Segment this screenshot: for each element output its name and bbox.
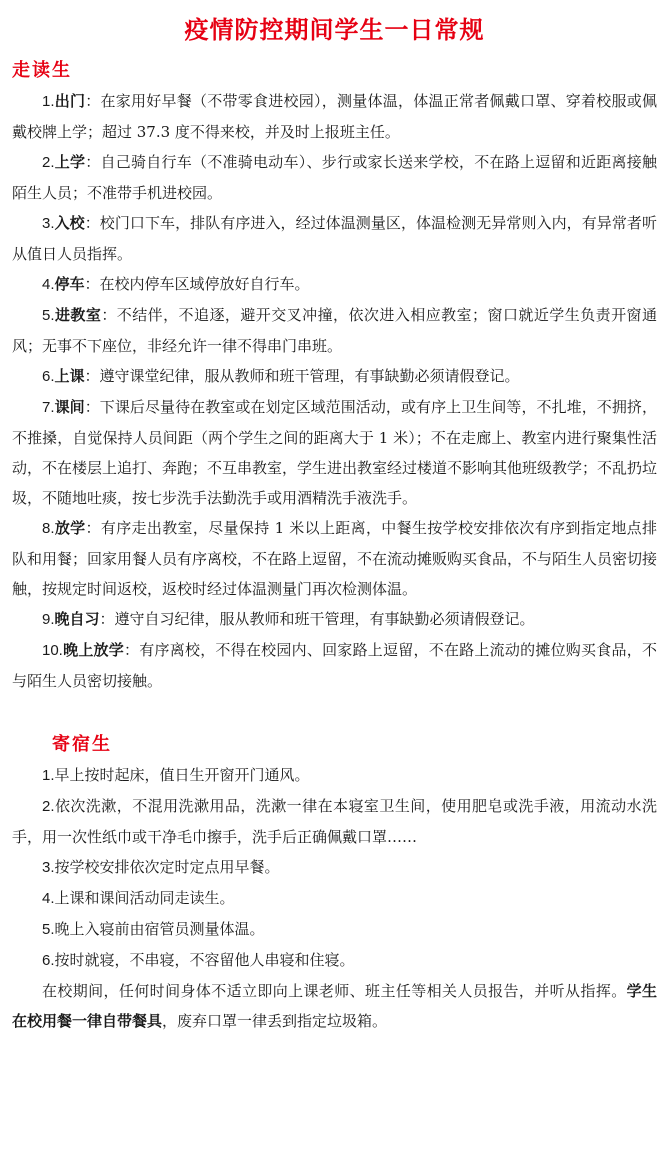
item-term: 出门 xyxy=(54,92,86,110)
day-item-7: 7.课间：下课后尽量待在教室或在划定区域范围活动，或有序上卫生间等，不扎堆，不拥挤，不推搡，自觉保持人员间距（两个学生之间的距离大于 1 米）；不在走廊上、教室内进行聚集性活动，不在楼层上追打、奔跑；不互串教室，学生进出教室经过楼道不影响其他班级教学；不乱扔垃圾，不随地吐痰，按七步洗手法勤洗手或用酒精洗手液洗手。 xyxy=(12,398,658,507)
item-term: 入校 xyxy=(54,214,85,232)
item-text: 上课和课间活动同走读生。 xyxy=(54,889,235,907)
item-text: ：有序离校，不得在校园内、回家路上逗留，不在路上流动的摊位购买食品，不与陌生人员密切接触。 xyxy=(12,641,657,690)
item-text: ：不结伴，不追逐，避开交叉冲撞，依次进入相应教室；窗口就近学生负责开窗通风；无事不下座位，非经允许一律不得串门串班。 xyxy=(12,306,657,355)
item-term: 上学 xyxy=(54,153,86,171)
item-text: ：遵守自习纪律，服从教师和班干管理，有事缺勤必须请假登记。 xyxy=(99,610,535,628)
item-text: 按学校安排依次定时定点用早餐。 xyxy=(54,858,280,876)
day-students-list xyxy=(12,86,657,696)
item-text: ：校门口下车，排队有序进入，经过体温测量区，体温检测无异常则入内，有异常者听从值日人员指挥。 xyxy=(12,214,657,263)
item-text: 按时就寝，不串寝，不容留他人串寝和住寝。 xyxy=(54,951,355,969)
closing-text-before: 在校期间，任何时间身体不适立即向上课老师、班主任等相关人员报告，并听从指挥。 xyxy=(42,982,627,1000)
document-page xyxy=(12,0,657,1036)
item-text: 依次洗漱，不混用洗漱用品，洗漱一律在本寝室卫生间，使用肥皂或洗手液，用流动水洗手，用一次性纸巾或干净毛巾擦手，洗手后正确佩戴口罩…… xyxy=(12,797,657,846)
boarding-item-6: 6.按时就寝，不串寝，不容留他人串寝和住寝。 xyxy=(42,951,355,969)
day-item-3: 3.入校：校门口下车，排队有序进入，经过体温测量区，体温检测无异常则入内，有异常者听从值日人员指挥。 xyxy=(12,214,657,263)
item-term: 晚上放学 xyxy=(62,641,125,659)
item-text: ：自己骑自行车（不准骑电动车）、步行或家长送来学校，不在路上逗留和近距离接触陌生人员；不准带手机进校园。 xyxy=(12,153,657,202)
day-item-8: 8.放学：有序走出教室，尽量保持 1 米以上距离，中餐生按学校安排依次有序到指定地点排队和用餐；回家用餐人员有序离校，不在路上逗留，不在流动摊贩购买食品，不与陌生人员密切接触，按规定时间返校，返校时经过体温测量门再次检测体温。 xyxy=(12,519,658,598)
day-item-9: 9.晚自习：遵守自习纪律，服从教师和班干管理，有事缺勤必须请假登记。 xyxy=(42,610,535,628)
boarding-item-5: 5.晚上入寝前由宿管员测量体温。 xyxy=(42,920,265,938)
day-item-10: 10.晚上放学：有序离校，不得在校园内、回家路上逗留，不在路上流动的摊位购买食品，不与陌生人员密切接触。 xyxy=(12,641,657,690)
boarding-item-1: 1.早上按时起床，值日生开窗开门通风。 xyxy=(42,766,310,784)
section-heading-day-students: 走读生 xyxy=(12,60,72,81)
boarding-item-4: 4.上课和课间活动同走读生。 xyxy=(42,889,235,907)
item-term: 停车 xyxy=(54,275,85,293)
item-text: 早上按时起床，值日生开窗开门通风。 xyxy=(54,766,310,784)
item-text: ：在校内停车区域停放好自行车。 xyxy=(84,275,310,293)
item-term: 上课 xyxy=(54,367,85,385)
boarding-item-3: 3.按学校安排依次定时定点用早餐。 xyxy=(42,858,280,876)
closing-paragraph xyxy=(12,976,657,1036)
day-item-1: 1.出门：在家用好早餐（不带零食进校园），测量体温，体温正常者佩戴口罩、穿着校服或佩戴校牌上学；超过 37.3 度不得来校，并及时上报班主任。 xyxy=(12,92,657,141)
closing-text-after: ，废弃口罩一律丢到指定垃圾箱。 xyxy=(162,1012,388,1030)
item-term: 进教室 xyxy=(54,306,102,324)
item-text: ：遵守课堂纪律，服从教师和班干管理，有事缺勤必须请假登记。 xyxy=(84,367,520,385)
item-text: ：在家用好早餐（不带零食进校园），测量体温，体温正常者佩戴口罩、穿着校服或佩戴校牌上学；超过 37.3 度不得来校，并及时上报班主任。 xyxy=(12,92,657,141)
day-item-4: 4.停车：在校内停车区域停放好自行车。 xyxy=(42,275,310,293)
item-text: ：下课后尽量待在教室或在划定区域范围活动，或有序上卫生间等，不扎堆，不拥挤，不推搡，自觉保持人员间距（两个学生之间的距离大于 1 米）；不在走廊上、教室内进行聚集性活动，不在楼层上追打、奔跑；不互串教室，学生进出教室经过楼道不影响其他班级教学；不乱扔垃圾，不随地吐痰，按七步洗手法勤洗手或用酒精洗手液洗手。 xyxy=(12,398,658,507)
item-text: 晚上入寝前由宿管员测量体温。 xyxy=(54,920,265,938)
item-term: 课间 xyxy=(54,398,85,416)
item-term: 晚自习 xyxy=(54,610,100,628)
item-text: ：有序走出教室，尽量保持 1 米以上距离，中餐生按学校安排依次有序到指定地点排队和用餐；回家用餐人员有序离校，不在路上逗留，不在流动摊贩购买食品，不与陌生人员密切接触，按规定时间返校，返校时经过体温测量门再次检测体温。 xyxy=(12,519,658,598)
day-item-5: 5.进教室：不结伴，不追逐，避开交叉冲撞，依次进入相应教室；窗口就近学生负责开窗通风；无事不下座位，非经允许一律不得串门串班。 xyxy=(12,306,657,355)
item-term: 放学 xyxy=(54,519,86,537)
closing-text-bold: 学生在校用餐一律自带餐具 xyxy=(12,982,657,1030)
boarding-item-2: 2.依次洗漱，不混用洗漱用品，洗漱一律在本寝室卫生间，使用肥皂或洗手液，用流动水洗手，用一次性纸巾或干净毛巾擦手，洗手后正确佩戴口罩…… xyxy=(12,797,657,846)
day-item-2: 2.上学：自己骑自行车（不准骑电动车）、步行或家长送来学校，不在路上逗留和近距离接触陌生人员；不准带手机进校园。 xyxy=(12,153,657,202)
boarding-students-list xyxy=(12,760,657,1036)
section-heading-boarding-students: 寄宿生 xyxy=(52,734,112,755)
day-item-6: 6.上课：遵守课堂纪律，服从教师和班干管理，有事缺勤必须请假登记。 xyxy=(42,367,520,385)
page-title: 疫情防控期间学生一日常规 xyxy=(184,16,485,44)
